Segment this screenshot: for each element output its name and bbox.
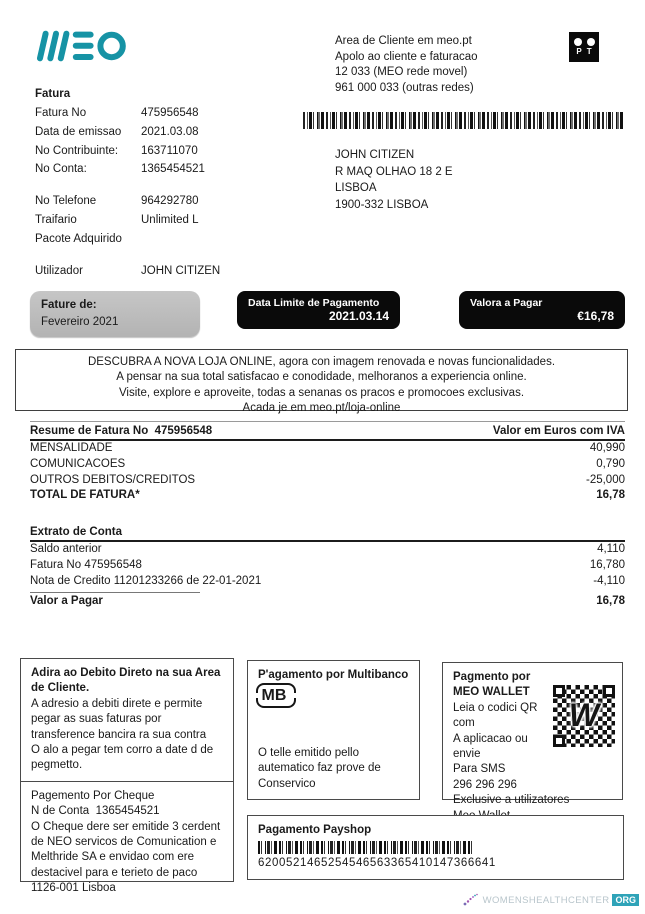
- table-row: [30, 558, 625, 574]
- mb-arc-top: [256, 683, 296, 693]
- meta-value: 163711070: [141, 144, 198, 157]
- watermark: [462, 893, 639, 907]
- meta-row-phone-number: [35, 192, 220, 211]
- wallet-line: A aplicacao ou envie: [453, 732, 528, 761]
- row-value: 16,78: [596, 595, 625, 608]
- qr-finder-icon: [603, 685, 615, 697]
- qr-finder-icon: [553, 685, 565, 697]
- pt-logo-letters: PT: [576, 47, 597, 56]
- direct-debit-body1: A adresio a debiti direte e permite pegar as suas faturas por transference bancira ra sua contra: [31, 697, 207, 741]
- meta-label: Utilizador: [35, 264, 83, 277]
- payshop-title: Pagamento Payshop: [258, 824, 372, 836]
- payment-due-box: [237, 291, 400, 329]
- qr-finder-icon: [553, 735, 565, 747]
- multibanco-section: [248, 661, 419, 799]
- wallet-line-full: Exclusive a utilizatores: [453, 794, 570, 807]
- contact-line: 12 033 (MEO rede movel): [335, 66, 468, 78]
- direct-debit-box: [20, 658, 234, 895]
- billing-period-value: Fevereiro 2021: [41, 316, 119, 328]
- account-statement-title: Extrato de Conta: [30, 526, 123, 538]
- meta-row-issue-date: [35, 123, 220, 142]
- subtotal-rule: [30, 592, 200, 593]
- payment-due-value: 2021.03.14: [328, 309, 389, 323]
- meta-label: No Contribuinte:: [35, 144, 119, 157]
- row-value: 4,110: [597, 543, 625, 555]
- table-row-total: [30, 488, 625, 504]
- cheque-line1: Pagemento Por Cheque: [31, 789, 155, 802]
- direct-debit-section: [21, 659, 233, 781]
- contact-line: 961 000 033 (outras redes): [335, 81, 474, 94]
- meta-row-tariff: [35, 211, 220, 230]
- wallet-line: 296 296 296: [453, 778, 517, 791]
- meta-value: Unlimited L: [141, 213, 199, 226]
- invoice-summary-title: Resume de Fatura No 475956548: [30, 425, 213, 437]
- meta-row-package: [35, 230, 220, 249]
- row-label: TOTAL DE FATURA*: [30, 489, 140, 502]
- amount-due-value: €16,78: [577, 309, 614, 323]
- wallet-line: Para SMS: [453, 763, 506, 776]
- promo-line: DESCUBRA A NOVA LOJA ONLINE, agora con imagem renovada e novas funcionalidades.: [87, 356, 556, 368]
- cheque-body: O Cheque dere ser emitide 3 cerdent de NEO servicos de Comunication e Melthride SA e envidao com ere destacivel para e terieto de paco 1126-001 Lisboa: [31, 820, 221, 895]
- meta-value: 2021.03.08: [141, 125, 199, 138]
- contact-block: [335, 34, 478, 96]
- multibanco-box: [247, 660, 420, 800]
- invoice-meta: [35, 88, 220, 280]
- account-statement-table: [30, 524, 625, 610]
- meo-wallet-box: [442, 662, 623, 807]
- payshop-code: 6200521465254546563365410147366641: [258, 857, 496, 870]
- direct-debit-title: Adira ao Debito Direto na sua Area de Cliente.: [31, 667, 221, 695]
- row-label: COMUNICACOES: [30, 457, 126, 470]
- watermark-org-badge: ORG: [612, 894, 639, 906]
- row-value: 40,990: [589, 442, 625, 454]
- promo-line: Visite, explore e aproveite, todas a senanas os pracos e promocoes exclusivas.: [118, 386, 525, 399]
- billing-period-label: Fature de:: [41, 299, 97, 311]
- row-label: Valor a Pagar: [30, 595, 103, 608]
- billing-period-box: [30, 291, 200, 337]
- row-value: -25,000: [585, 473, 625, 486]
- wallet-w-icon: W: [568, 697, 600, 733]
- meta-label: Fatura No: [35, 107, 87, 119]
- multibanco-body: O telle emitido pello autematico faz prove de Conservico: [258, 746, 381, 790]
- row-label: Nota de Credito 11201233266 de 22-01-2021: [30, 574, 262, 587]
- contact-line: Area de Cliente em meo.pt: [335, 35, 472, 47]
- row-label: MENSALIDADE: [30, 442, 113, 454]
- payshop-barcode: [258, 841, 474, 854]
- row-label: Saldo anterior: [30, 543, 102, 555]
- watermark-swirl-icon: [462, 893, 480, 907]
- watermark-text: WOMENSHEALTHCENTER: [482, 894, 610, 906]
- wallet-line: Leia o codici QR com: [453, 701, 538, 730]
- meta-label: Data de emissao: [35, 125, 122, 138]
- meta-row-user: [35, 262, 220, 281]
- promo-notice-box: [15, 349, 628, 414]
- recipient-line: 1900-332 LISBOA: [335, 198, 429, 211]
- row-value: 16,780: [589, 558, 625, 571]
- row-value: 16,78: [596, 489, 625, 502]
- invoice-summary-table: [30, 421, 625, 504]
- table-row: [30, 457, 625, 473]
- invoice-summary-header: [30, 421, 625, 441]
- invoice-summary-value-header: Valor em Euros com IVA: [492, 425, 625, 437]
- promo-line: A pensar na sua total satisfacao e conodidade, melhoranos a experiencia online.: [116, 371, 527, 384]
- table-row: [30, 441, 625, 457]
- meta-label: No Conta:: [35, 163, 87, 176]
- payment-due-label: Data Limite de Pagamento: [248, 297, 380, 309]
- recipient-address: [335, 147, 453, 213]
- row-label: Fatura No 475956548: [30, 558, 142, 571]
- promo-line: Acada je em meo.pt/loja-online: [242, 401, 401, 414]
- table-row-total: [30, 594, 625, 610]
- meta-value: JOHN CITIZEN: [141, 264, 221, 277]
- payshop-box: [247, 815, 624, 880]
- account-statement-header: [30, 524, 625, 542]
- recipient-line: JOHN CITIZEN: [335, 149, 415, 161]
- amount-due-box: [459, 291, 625, 329]
- cheque-line2: N de Conta 1365454521: [31, 805, 160, 818]
- contact-line: Apolo ao cliente e faturacao: [335, 50, 478, 63]
- pt-logo-icon: [569, 32, 599, 62]
- cheque-section: [21, 781, 233, 904]
- meta-value: 475956548: [141, 107, 199, 119]
- recipient-line: R MAQ OLHAO 18 2 E: [335, 165, 453, 178]
- row-label: OUTROS DEBITOS/CREDITOS: [30, 473, 196, 486]
- invoice-section-title: Fatura: [35, 88, 71, 100]
- meta-label: Pacote Adquirido: [35, 232, 122, 245]
- meta-value: 964292780: [141, 195, 199, 208]
- qr-code-icon: [553, 685, 615, 747]
- direct-debit-body2: O alo a pegar tem corro a date d de pegmetto.: [31, 744, 214, 772]
- row-value: 0,790: [596, 457, 625, 470]
- mb-arc-bottom: [256, 698, 296, 708]
- payshop-section: [248, 816, 623, 879]
- pt-logo-dots: [574, 38, 595, 46]
- meta-row-invoice-number: [35, 104, 220, 123]
- wallet-title1: Pagmento por: [453, 671, 531, 683]
- recipient-line: LISBOA: [335, 182, 377, 194]
- row-value: -4,110: [593, 574, 625, 587]
- meta-label: Traifario: [35, 213, 77, 226]
- mailing-barcode: [303, 112, 625, 129]
- meo-logo: [34, 26, 126, 69]
- meo-logo-icon: [34, 26, 126, 66]
- table-row: [30, 574, 625, 590]
- wallet-title2: MEO WALLET: [453, 686, 530, 699]
- multibanco-mb-icon: [259, 688, 289, 703]
- table-row: [30, 473, 625, 489]
- table-row: [30, 542, 625, 558]
- mb-letters: MB: [261, 687, 287, 705]
- meta-label: No Telefone: [35, 195, 97, 208]
- amount-due-label: Valora a Pagar: [470, 297, 543, 309]
- multibanco-title: P'agamento por Multibanco: [258, 669, 409, 681]
- meta-value: 1365454521: [141, 163, 205, 176]
- meta-row-account-number: [35, 160, 220, 179]
- meta-row-tax-number: [35, 142, 220, 161]
